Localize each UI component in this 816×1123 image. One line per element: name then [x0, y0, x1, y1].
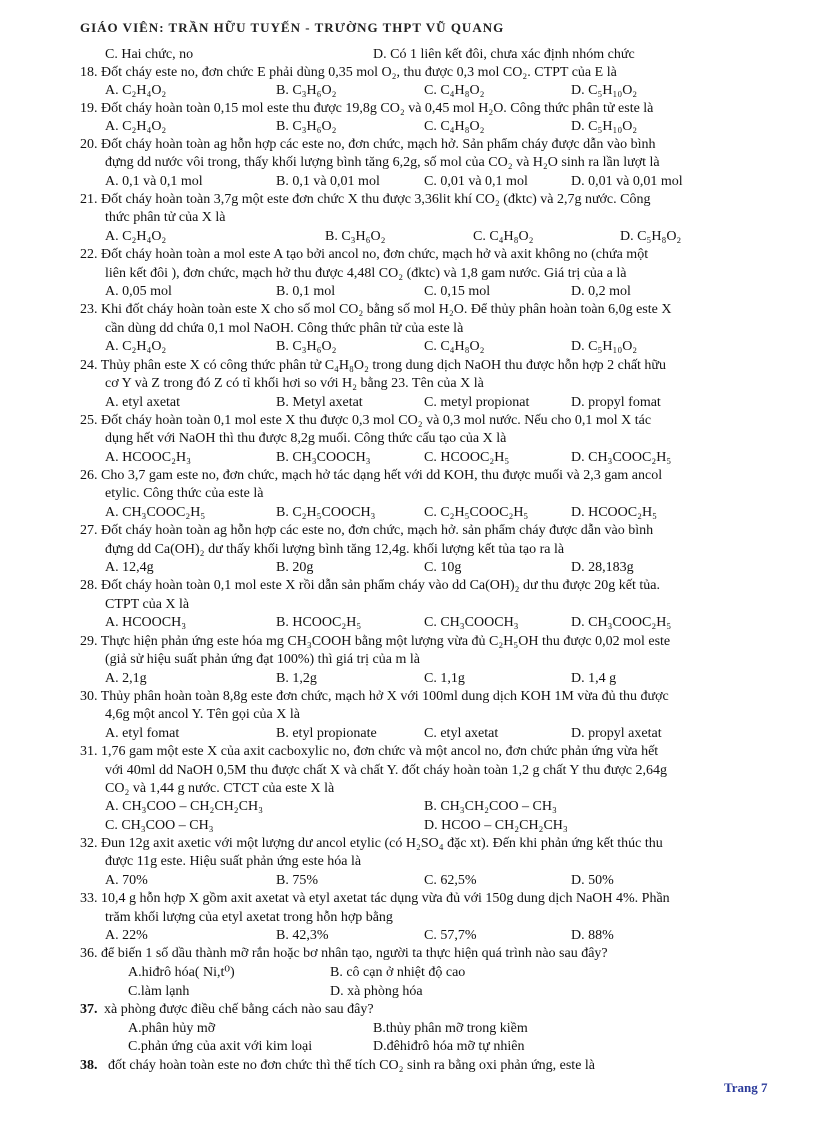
text-line: A. 12,4g: [105, 560, 154, 575]
text-line: CO₂ và 1,44 g nước. CTCT của este X là: [105, 781, 335, 796]
text-line: A. 70%: [105, 873, 148, 888]
text-line: 31. 1,76 gam một este X của axit cacboxylic no, đơn chức và một ancol no, đơn chức phản ứng vừa hết: [80, 744, 659, 759]
text-line: B. 20g: [276, 560, 314, 575]
text-line: cần dùng dd chứa 0,1 mol NaOH. Công thức phân tử của este là: [105, 321, 464, 336]
text-line: C. C₄H₈O₂: [424, 339, 485, 354]
text-line: A. HCOOCH₃: [105, 615, 187, 630]
text-line: đốt cháy hoàn toàn este no đơn chức thì thể tích CO₂ sinh ra bằng oxi phản ứng, este là: [108, 1058, 596, 1073]
text-line: C. 0,15 mol: [424, 284, 491, 299]
text-line: C. Hai chức, no: [105, 47, 194, 62]
text-line: A. 2,1g: [105, 671, 147, 686]
text-line: D. 1,4 g: [571, 671, 617, 686]
text-line: C. C₄H₈O₂: [424, 83, 485, 98]
text-line: D. Có 1 liên kết đôi, chưa xác định nhóm chức: [373, 47, 635, 62]
text-line: D. 28,183g: [571, 560, 634, 575]
text-line: A. etyl fomat: [105, 726, 180, 741]
text-line: C. CH₃COO – CH₃: [105, 818, 214, 833]
text-line: D. C₅H₁₀O₂: [571, 339, 638, 354]
text-line: liên kết đôi ), đơn chức, mạch hở thu được 4,48l CO₂ (đktc) và 1,8 gam nước. Giá trị của a là: [105, 266, 627, 281]
text-line: B. 1,2g: [276, 671, 317, 686]
text-line: A.hiđrô hóa( Ni,t⁰): [128, 965, 235, 980]
text-line: A. CH₃COO – CH₂CH₂CH₃: [105, 799, 263, 814]
text-line: C. 57,7%: [424, 928, 477, 943]
text-line: 19. Đốt cháy hoàn toàn 0,15 mol este thu được 19,8g CO₂ và 0,45 mol H₂O. Công thức phân tử este là: [80, 101, 654, 116]
text-line: D. HCOOC₂H₅: [571, 505, 657, 520]
text-line: 24. Thủy phân este X có công thức phân tử C₄H₈O₂ trong dung dịch NaOH thu được hỗn hợp 2 chất hữu: [80, 358, 667, 373]
text-line: dụng hết với NaOH thì thu được 8,2g muối. Công thức cấu tạo của X là: [105, 431, 507, 446]
text-line: C.phản ứng của axit với kim loại: [128, 1039, 313, 1054]
text-line: B. etyl propionate: [276, 726, 377, 741]
text-line: 36. để biến 1 số dầu thành mỡ rắn hoặc bơ nhân tạo, người ta thực hiện quá trình nào sau đây?: [80, 946, 608, 961]
text-line: 20. Đốt cháy hoàn toàn ag hỗn hợp các este no, đơn chức, mạch hở. Sản phẩm cháy được dẫn vào bình: [80, 137, 656, 152]
text-line: A. C₂H₄O₂: [105, 83, 167, 98]
text-line: được 11g este. Hiệu suất phản ứng este hóa là: [105, 854, 362, 869]
text-line: D. propyl axetat: [571, 726, 662, 741]
text-line: A.phân hủy mỡ: [128, 1021, 216, 1036]
text-line: B. C₃H₆O₂: [276, 339, 337, 354]
text-line: 25. Đốt cháy hoàn toàn 0,1 mol este X thu được 0,3 mol CO₂ và 0,3 mol nước. Nếu cho 0,1 mol X tác: [80, 413, 652, 428]
text-line: A. HCOOC₂H₃: [105, 450, 191, 465]
text-line: B. CH₃COOCH₃: [276, 450, 371, 465]
text-line: với 40ml dd NaOH 0,5M thu được chất X và chất Y. đốt cháy hoàn toàn 1,2 g chất Y thu được 2,64g: [105, 763, 668, 778]
text-line: đựng dd nước vôi trong, thấy khối lượng bình tăng 6,2g, số mol của CO₂ và H₂O sinh ra lần lượt là: [105, 155, 660, 170]
text-line: A. C₂H₄O₂: [105, 229, 167, 244]
text-line: 21. Đốt cháy hoàn toàn 3,7g một este đơn chức X thu được 3,36lit khí CO₂ (đktc) và 2,7g nước. Công: [80, 192, 651, 207]
text-line: D. C₅H₁₀O₂: [571, 119, 638, 134]
text-line: (giả sử hiệu suất phản ứng đạt 100%) thì giá trị của m là: [105, 652, 420, 667]
text-line: B. cô cạn ở nhiệt độ cao: [330, 965, 466, 980]
text-line: D. 88%: [571, 928, 614, 943]
text-line: D.đêhiđrô hóa mỡ tự nhiên: [373, 1039, 525, 1054]
text-line: 38.: [80, 1058, 98, 1073]
text-line: C. 10g: [424, 560, 462, 575]
text-line: D. C₅H₁₀O₂: [571, 83, 638, 98]
text-line: 27. Đốt cháy hoàn toàn ag hỗn hợp các este no, đơn chức, mạch hở. sản phẩm cháy được dẫn vào bình: [80, 523, 654, 538]
text-line: D. CH₃COOC₂H₅: [571, 450, 672, 465]
text-line: A. etyl axetat: [105, 395, 181, 410]
text-line: A. 0,05 mol: [105, 284, 172, 299]
text-line: B.thủy phân mỡ trong kiềm: [373, 1021, 528, 1036]
text-line: thức phân tử của X là: [105, 210, 226, 225]
text-line: C. C₂H₅COOC₂H₅: [424, 505, 529, 520]
text-line: B. 42,3%: [276, 928, 329, 943]
text-line: 33. 10,4 g hỗn hợp X gồm axit axetat và etyl axetat tác dụng vừa đủ với 150g dung dịch NaOH 4%. Phần: [80, 891, 670, 906]
text-line: D. C₅H₈O₂: [620, 229, 682, 244]
text-line: C. 62,5%: [424, 873, 477, 888]
text-line: C. C₄H₈O₂: [473, 229, 534, 244]
text-line: B. CH₃CH₂COO – CH₃: [424, 799, 557, 814]
text-line: A. C₂H₄O₂: [105, 119, 167, 134]
text-line: C. CH₃COOCH₃: [424, 615, 519, 630]
page-number: Trang 7: [724, 1080, 768, 1095]
text-line: A. C₂H₄O₂: [105, 339, 167, 354]
text-line: B. C₃H₆O₂: [325, 229, 386, 244]
text-line: 26. Cho 3,7 gam este no, đơn chức, mạch hở tác dạng hết với dd KOH, thu được muối và 2,3 gam ancol: [80, 468, 663, 483]
text-line: B. C₂H₅COOCH₃: [276, 505, 376, 520]
text-line: B. 75%: [276, 873, 318, 888]
text-line: B. 0,1 mol: [276, 284, 336, 299]
text-line: C. HCOOC₂H₅: [424, 450, 510, 465]
text-line: CTPT của X là: [105, 597, 190, 612]
text-line: B. HCOOC₂H₅: [276, 615, 362, 630]
text-line: B. C₃H₆O₂: [276, 83, 337, 98]
text-line: B. 0,1 và 0,01 mol: [276, 174, 380, 189]
text-line: C.làm lạnh: [128, 984, 190, 999]
text-line: A. 22%: [105, 928, 148, 943]
text-line: C. metyl propionat: [424, 395, 530, 410]
text-line: 37.: [80, 1002, 98, 1017]
text-line: A. CH₃COOC₂H₅: [105, 505, 206, 520]
text-line: D. 50%: [571, 873, 614, 888]
text-line: 32. Đun 12g axit axetic với một lượng dư ancol etylic (có H₂SO₄ đặc xt). Đến khi phản ứng kết thúc thu: [80, 836, 663, 851]
text-line: C. C₄H₈O₂: [424, 119, 485, 134]
text-line: C. 1,1g: [424, 671, 465, 686]
text-line: 23. Khi đốt cháy hoàn toàn este X cho số mol CO₂ bằng số mol H₂O. Để thủy phân hoàn toàn 6,0g este X: [80, 302, 672, 317]
text-line: 29. Thực hiện phản ứng este hóa mg CH₃COOH bằng một lượng vừa đủ C₂H₅OH thu được 0,02 mol este: [80, 634, 671, 649]
text-line: D. HCOO – CH₂CH₂CH₃: [424, 818, 568, 833]
text-line: 30. Thủy phân hoàn toàn 8,8g este đơn chức, mạch hở X với 100ml dung dịch KOH 1M vừa đủ thu được: [80, 689, 669, 704]
text-line: C. 0,01 và 0,1 mol: [424, 174, 528, 189]
text-line: C. etyl axetat: [424, 726, 499, 741]
text-line: D. 0,01 và 0,01 mol: [571, 174, 683, 189]
text-line: 22. Đốt cháy hoàn toàn a mol este A tạo bởi ancol no, đơn chức, mạch hở và axit không no (chứa một: [80, 247, 649, 262]
page-header: [80, 20, 640, 42]
text-line: xà phòng được điều chế bằng cách nào sau đây?: [104, 1002, 374, 1017]
text-line: D. xà phòng hóa: [330, 984, 423, 999]
text-line: trăm khối lượng của etyl axetat trong hỗn hợp bằng: [105, 910, 393, 925]
text-line: B. C₃H₆O₂: [276, 119, 337, 134]
text-line: D. 0,2 mol: [571, 284, 631, 299]
text-line: 18. Đốt cháy este no, đơn chức E phải dùng 0,35 mol O₂, thu được 0,3 mol CO₂. CTPT của E là: [80, 65, 617, 80]
text-line: D. propyl fomat: [571, 395, 661, 410]
text-line: 28. Đốt cháy hoàn toàn 0,1 mol este X rồi dẫn sản phẩm cháy vào dd Ca(OH)₂ dư thu được 20g kết tủa.: [80, 578, 660, 593]
text-line: B. Metyl axetat: [276, 395, 363, 410]
page-header-text: GIÁO VIÊN: TRẦN HỮU TUYẾN - TRƯỜNG THPT VŨ QUANG: [80, 20, 505, 35]
text-line: đựng dd Ca(OH)₂ dư thấy khối lượng bình tăng 12,4g. khối lượng kết tủa tạo ra là: [105, 542, 565, 557]
text-line: 4,6g một ancol Y. Tên gọi của X là: [105, 707, 300, 722]
text-line: D. CH₃COOC₂H₅: [571, 615, 672, 630]
text-line: A. 0,1 và 0,1 mol: [105, 174, 203, 189]
text-line: cơ Y và Z trong đó Z có tỉ khối hơi so với H₂ bằng 23. Tên của X là: [105, 376, 484, 391]
text-line: etylic. Công thức của este là: [105, 486, 264, 501]
